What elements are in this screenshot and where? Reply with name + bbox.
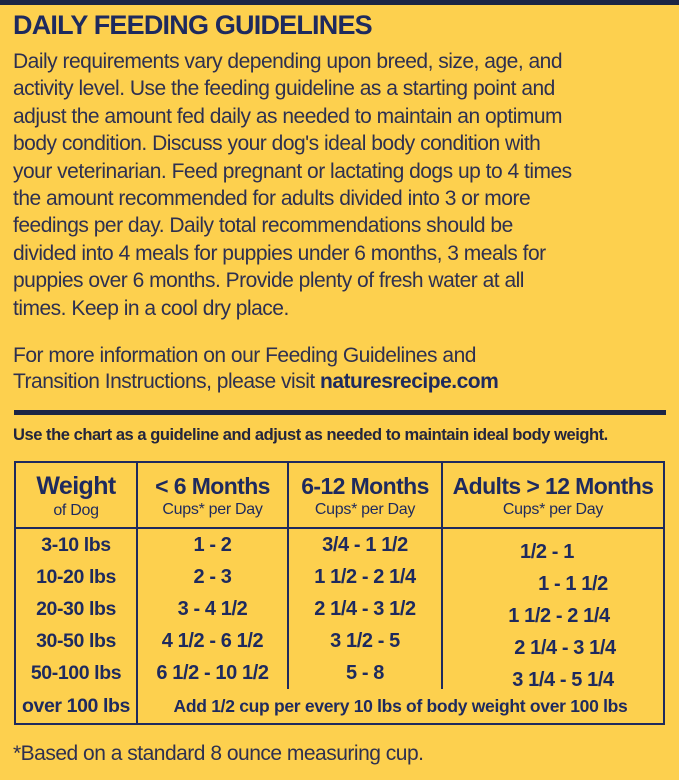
label-content bbox=[0, 10, 679, 766]
feeding-table bbox=[14, 461, 665, 725]
adults-cell: 3 1/4 - 5 1/4 bbox=[512, 668, 614, 691]
6to12-cell: 5 - 8 bbox=[289, 657, 443, 689]
intro-paragraph bbox=[13, 48, 666, 322]
over-100-note-cell: Add 1/2 cup per every 10 lbs of body weight over 100 lbs bbox=[173, 695, 628, 716]
intro-line: activity level. Use the feeding guideline as a starting point and bbox=[13, 77, 555, 101]
under6-cell: 6 1/2 - 10 1/2 bbox=[138, 657, 289, 689]
header-adults-title: Adults > 12 Months bbox=[452, 473, 654, 500]
chart-usage-note: Use the chart as a guideline and adjust as needed to maintain ideal body weight. bbox=[13, 426, 608, 445]
more-info-line bbox=[13, 369, 666, 395]
6to12-cell: 2 1/4 - 3 1/2 bbox=[289, 593, 443, 625]
weight-cell-over-100: over 100 lbs bbox=[16, 689, 138, 723]
6to12-cell: 3/4 - 1 1/2 bbox=[289, 529, 443, 561]
more-info-line: For more information on our Feeding Guidelines and bbox=[13, 344, 476, 368]
intro-line: times. Keep in a cool dry place. bbox=[13, 296, 289, 320]
intro-line: adjust the amount fed daily as needed to maintain an optimum bbox=[13, 104, 563, 128]
header-weight-title: Weight bbox=[36, 472, 116, 501]
6to12-cell: 1 1/2 - 2 1/4 bbox=[289, 561, 443, 593]
intro-line: divided into 4 meals for puppies under 6 months, 3 meals for bbox=[13, 241, 546, 265]
intro-line: puppies over 6 months. Provide plenty of fresh water at all bbox=[13, 269, 524, 293]
weight-cell: 10-20 lbs bbox=[16, 561, 138, 593]
under6-cell: 4 1/2 - 6 1/2 bbox=[138, 625, 289, 657]
weight-cell: 50-100 lbs bbox=[16, 657, 138, 689]
under6-cell: 2 - 3 bbox=[138, 561, 289, 593]
header-6-12-months-sub: Cups* per Day bbox=[314, 501, 416, 519]
page-title: DAILY FEEDING GUIDELINES bbox=[13, 10, 372, 40]
weight-cell: 30-50 lbs bbox=[16, 625, 138, 657]
header-weight-sub: of Dog bbox=[53, 502, 99, 520]
adults-cell: 1 1/2 - 2 1/4 bbox=[508, 604, 610, 627]
adults-cell: 2 1/4 - 3 1/4 bbox=[514, 636, 616, 659]
6to12-cell: 3 1/2 - 5 bbox=[289, 625, 443, 657]
header-adults-sub: Cups* per Day bbox=[502, 501, 604, 519]
measuring-cup-footnote: *Based on a standard 8 ounce measuring cup. bbox=[13, 742, 424, 766]
weight-cell: 3-10 lbs bbox=[16, 529, 138, 561]
intro-line: your veterinarian. Feed pregnant or lactating dogs up to 4 times bbox=[13, 159, 572, 183]
header-weight bbox=[16, 463, 138, 529]
adults-cell: 1/2 - 1 bbox=[520, 540, 574, 563]
section-divider bbox=[14, 410, 666, 415]
more-info-paragraph bbox=[13, 343, 666, 395]
website-url: naturesrecipe.com bbox=[320, 370, 499, 394]
adults-cell: 1 - 1 1/2 bbox=[538, 572, 608, 595]
header-under-6-months-sub: Cups* per Day bbox=[162, 501, 263, 519]
header-adults bbox=[443, 463, 663, 529]
header-under-6-months bbox=[138, 463, 289, 529]
header-6-12-months bbox=[289, 463, 443, 529]
under6-cell: 1 - 2 bbox=[138, 529, 289, 561]
intro-line: Daily requirements vary depending upon breed, size, age, and bbox=[13, 50, 563, 73]
more-info-prefix: Transition Instructions, please visit bbox=[13, 370, 321, 394]
intro-line: the amount recommended for adults divided into 3 or more bbox=[13, 187, 531, 211]
under6-cell: 3 - 4 1/2 bbox=[138, 593, 289, 625]
header-under-6-months-title: < 6 Months bbox=[155, 473, 270, 500]
top-border-strip bbox=[0, 0, 679, 5]
intro-line: feedings per day. Daily total recommendations should be bbox=[13, 214, 513, 238]
intro-line: body condition. Discuss your dog's ideal body condition with bbox=[13, 132, 541, 156]
weight-cell: 20-30 lbs bbox=[16, 593, 138, 625]
header-6-12-months-title: 6-12 Months bbox=[301, 473, 429, 500]
